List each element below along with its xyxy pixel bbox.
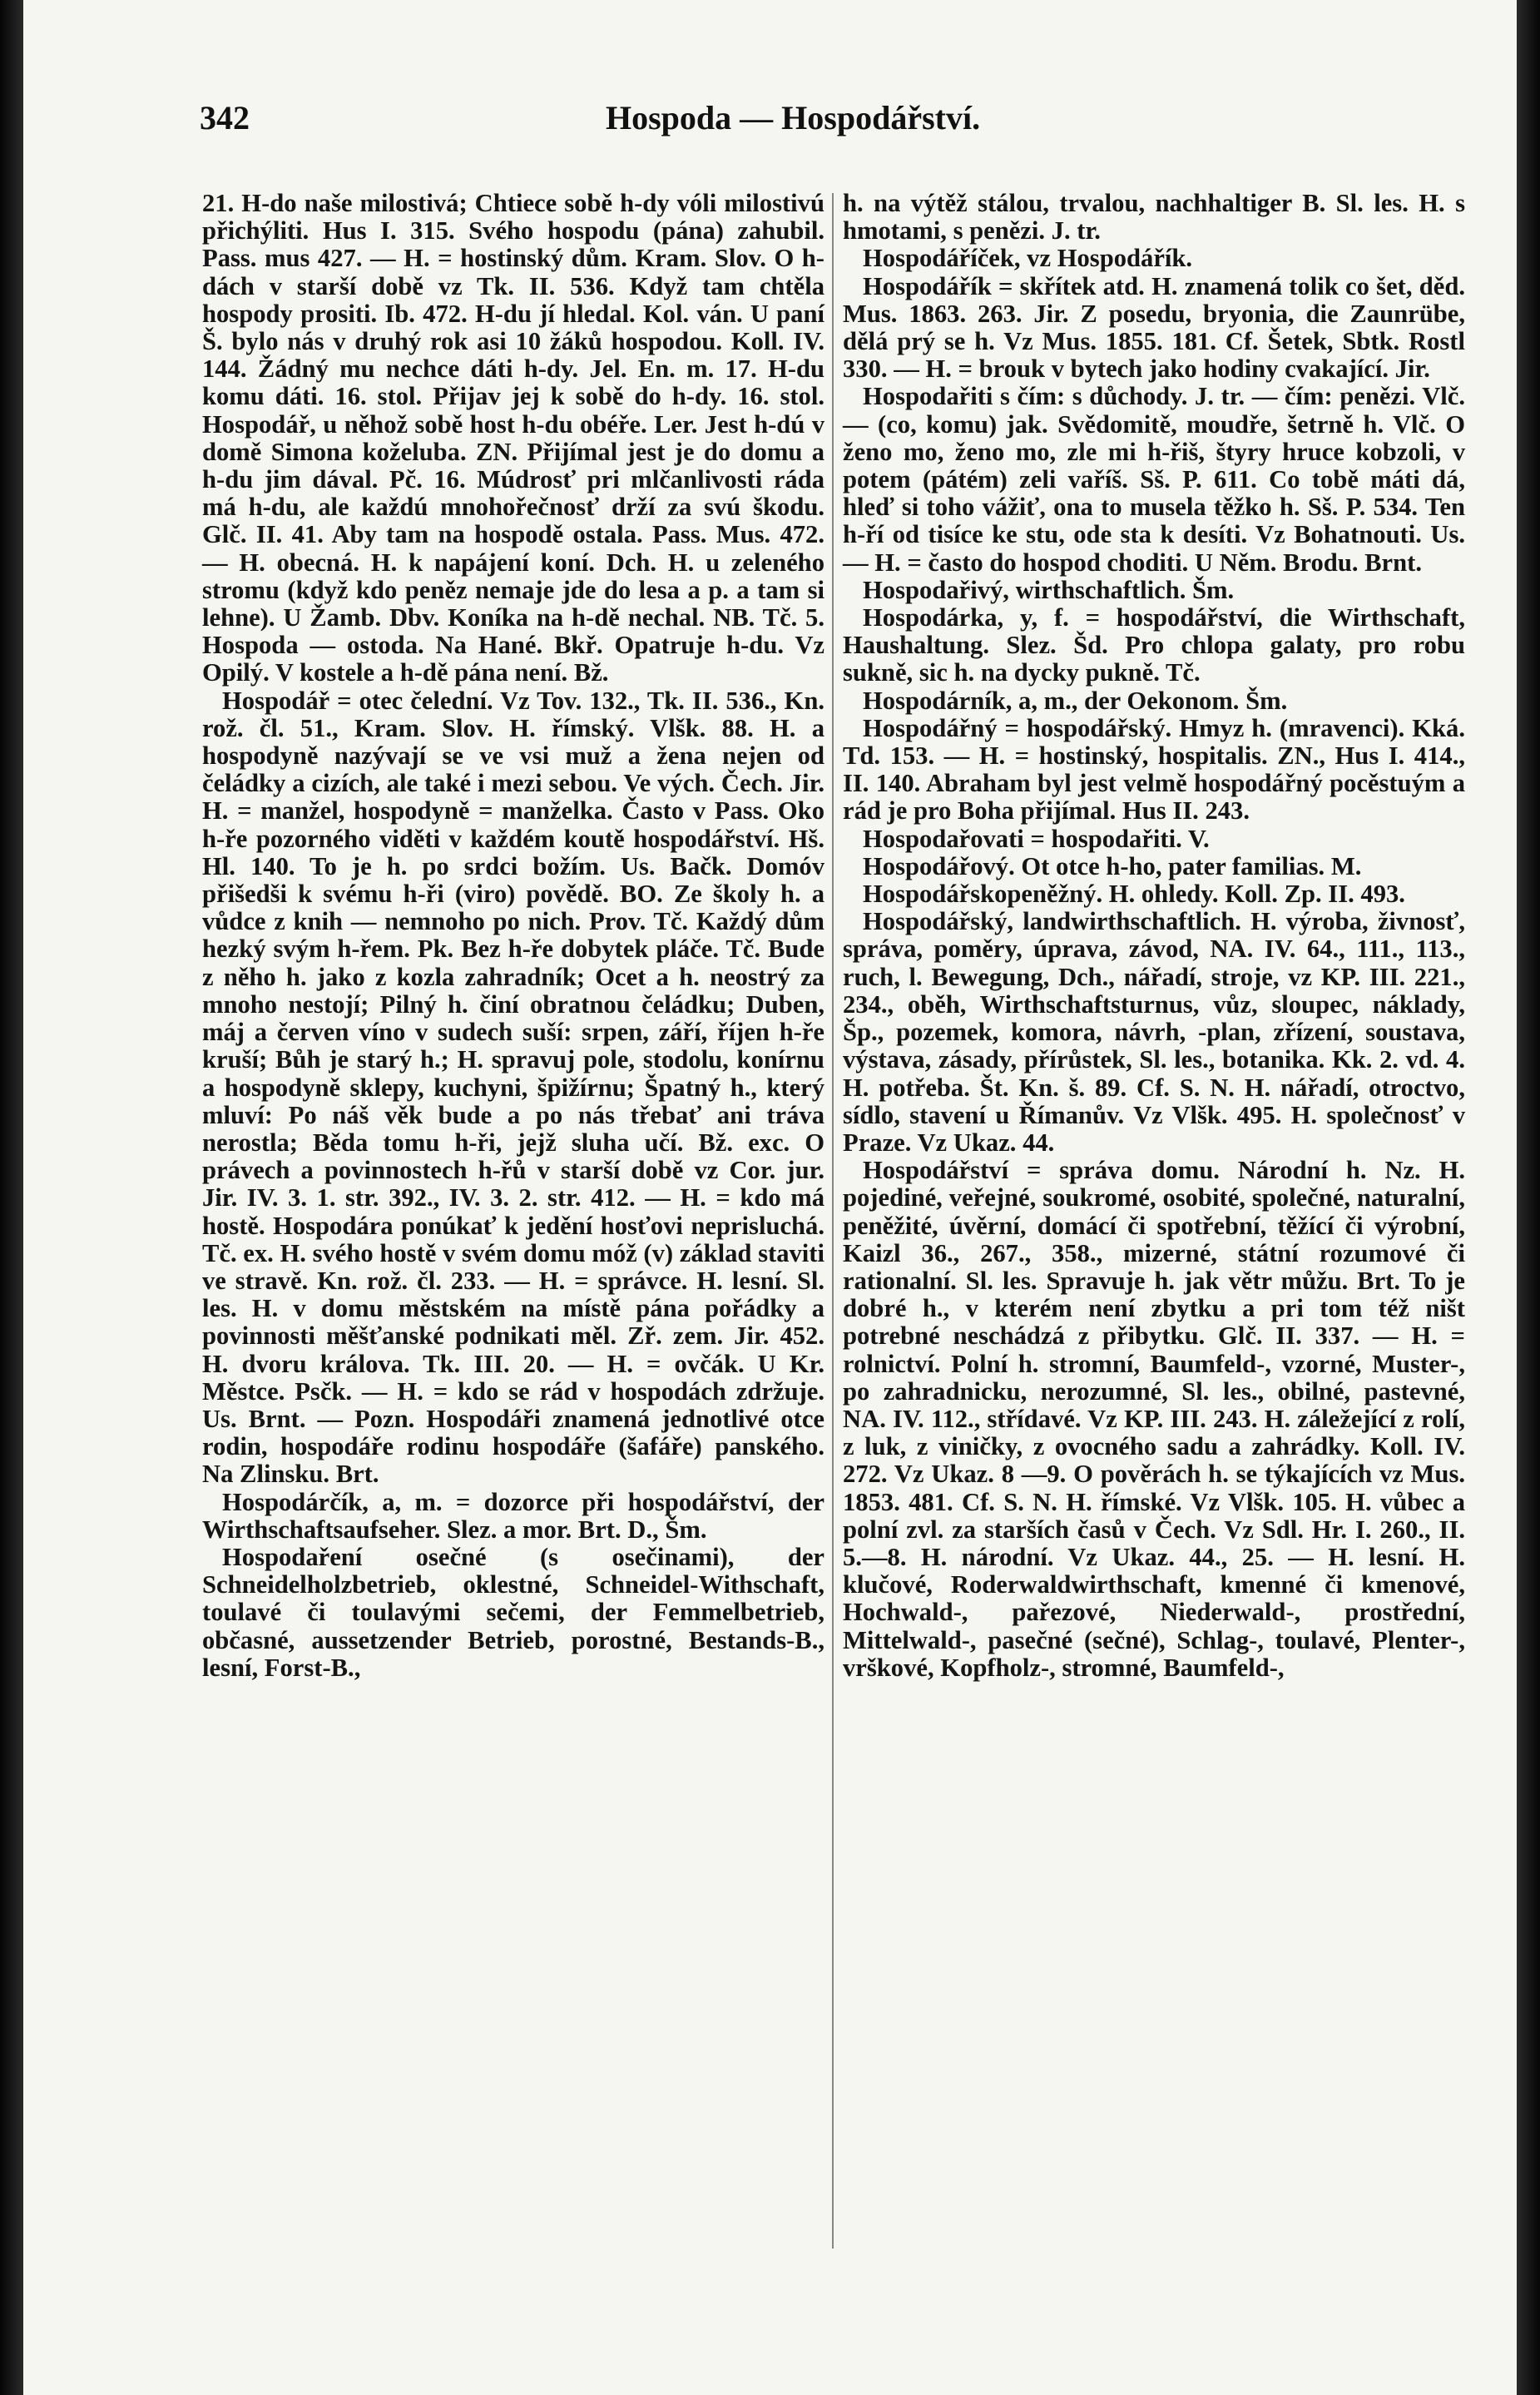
entry-hospodaricek: Hospodáříček, vz Hospodářík. xyxy=(863,244,1193,273)
entry-hospodarcik: Hospodárčík, a, m. = dozorce při hospodářství, der Wirthschaftsaufseher. Slez. a mor. Brt. D., Šm. xyxy=(202,1487,824,1544)
dictionary-page xyxy=(23,0,1517,2395)
entry-hospodarnik: Hospodárník, a, m., der Oekonom. Šm. xyxy=(863,686,1288,715)
column-divider xyxy=(832,193,834,2249)
entry-hospodarskopenezny: Hospodářskopeněžný. H. ohledy. Koll. Zp. II. 493. xyxy=(863,880,1405,909)
entry-hospoda-continued: 21. H-do naše milostivá; Chtiece sobě h-dy vóli milostivú přichýliti. Hus I. 315. Svého hospodu (pána) zahubil. Pass. mus 427. — H. = hostinský dům. Kram. Slov. O h-dách v starší době vz Tk. II. 536. Když tam chtěla hospody prositi. Ib. 472. H-du jí hledal. Kol. ván. U paní Š. bylo nás v druhý rok asi 10 žáků hospodou. Koll. IV. 144. Žádný mu nechce dáti h-dy. Jel. En. m. 17. H-du komu dáti. 16. stol. Přijav jej k sobě do h-dy. 16. stol. Hospodář, u něhož sobě host h-du obéře. Ler. Jest h-dú v domě Simona koželuba. ZN. Přijímal jest je do domu a h-du jim dával. Pč. 16. Múdrosť pri mlčanlivosti ráda má h-du, ale každú mnohořečnosť drží za svú škodu. Glč. II. 41. Aby tam na hospodě ostala. Pass. Mus. 472. — H. obecná. H. k napájení koní. Dch. H. u zeleného stromu (když kdo peněz nemaje jde do lesa a p. a tam si lehne). U Žamb. Dbv. Koníka na h-dě nechal. NB. Tč. 5. Hospoda — ostoda. Na Hané. Bkř. Opatruje h-du. Vz Opilý. V kostele a h-dě pána není. Bž. xyxy=(202,189,824,687)
entry-hospodarstvi: Hospodářství = správa domu. Národní h. Nz. H. pojediné, veřejné, soukromé, osobité, společné, naturalní, peněžité, úvěrní, domácí či spotřební, těžící či výrobní, Kaizl 36., 267., 358., mizerné, státní rozumové či rationalní. Sl. les. Spravuje h. jak větr můžu. Brt. To je dobré h., v kterém není zbytku a pri tom též ništ potrebné neschádzá z přibytku. Glč. II. 337. — H. = rolnictví. Polní h. stromní, Baumfeld-, vzorné, Muster-, po zahradnicku, nerozumné, Sl. les., obilné, pastevné, NA. IV. 112., střídavé. Vz KP. III. 243. H. záležející z rolí, z luk, z viničky, z ovocného sadu a zahrádky. Koll. IV. 272. Vz Ukaz. 8 —9. O pověrách h. se týkajících vz Mus. 1853. 481. Cf. S. N. H. římské. Vz Vlšk. 105. H. vůbec a polní zvl. za starších časů v Čech. Vz Sdl. Hr. I. 260., II. 5.—8. H. národní. Vz Ukaz. 44., 25. — H. lesní. H. klučové, Roderwaldwirthschaft, kmenné či kmenové, Hochwald-, pařezové, Niederwald-, prostřední, Mittelwald-, pasečné (sečné), Schlag-, toulavé, Plenter-, vrškové, Kopfholz-, stromné, Baumfeld-, xyxy=(843,1156,1465,1682)
page-number: 342 xyxy=(200,99,250,136)
scan-border-right xyxy=(1517,0,1540,2395)
running-head: Hospoda — Hospodářství. xyxy=(606,99,981,136)
entry-hospodarka: Hospodárka, y, f. = hospodářství, die Wirthschaft, Haushaltung. Slez. Šd. Pro chlopa galaty, pro robu sukně, sic h. na dycky pukně. Tč. xyxy=(843,603,1465,687)
entry-hospodarivy: Hospodařivý, wirthschaftlich. Šm. xyxy=(863,575,1235,604)
entry-hospodar: Hospodář = otec čelední. Vz Tov. 132., Tk. II. 536., Kn. rož. čl. 51., Kram. Slov. H. římský. Vlšk. 88. H. a hospodyně nazývají se ve vsi muž a žena nejen od čeládky a cizích, ale také i mezi sebou. Ve vých. Čech. Jir. H. = manžel, hospodyně = manželka. Často v Pass. Oko h-ře pozorného viděti v každém koutě hospodářství. Hš. Hl. 140. To je h. po srdci božím. Us. Bačk. Domóv přišedši k svému h-ři (viro) povědě. BO. Ze školy h. a vůdce z knih — nemnoho po nich. Prov. Tč. Každý dům hezký svým h-řem. Pk. Bez h-ře dobytek pláče. Tč. Bude z něho h. jako z kozla zahradník; Ocet a h. neostrý za mnoho nestojí; Pilný h. činí obratnou čeládku; Duben, máj a červen víno v sudech suší: srpen, září, říjen h-ře kruší; Bůh je starý h.; H. spravuj pole, stodolu, konírnu a hospodyně sklepy, kuchyni, špižírnu; Špatný h., který mluví: Po náš věk bude a po nás třebať ani tráva nerostla; Běda tomu h-ři, jejž sluha učí. Bž. exc. O právech a povinnostech h-řů v starší době vz Cor. jur. Jir. IV. 3. 1. str. 392., IV. 3. 2. str. 412. — H. = kdo má hostě. Hospodára ponúkať k jedění hosťovi neprisluchá. Tč. ex. H. svého hostě v svém domu móž (v) základ staviti ve stravě. Kn. rož. čl. 233. — H. = správce. H. lesní. Sl. les. H. v domu městském na místě pána pořádky a povinnosti měšťanské podnikati měl. Zř. zem. Jir. 452. H. dvoru králova. Tk. III. 20. — H. = ovčák. U Kr. Městce. Psčk. — H. = kdo se rád v hospodách zdržuje. Us. Brnt. — Pozn. Hospodáři znamená jednotlivé otce rodin, hospodáře rodinu hospodáře (šafáře) panského. Na Zlinsku. Brt. xyxy=(202,686,824,1489)
page-header xyxy=(23,98,1517,148)
entry-hospodareni: Hospodaření osečné (s osečinami), der Schneidelholzbetrieb, oklestné, Schneidel-Withschaft, toulavé či toulavými sečemi, der Femmelbetrieb, občasné, aussetzender Betrieb, porostné, Bestands-B., lesní, Forst-B., xyxy=(202,1542,824,1682)
scan-border-left xyxy=(0,0,23,2395)
right-column xyxy=(843,190,1465,1682)
entry-hospodarny: Hospodářný = hospodářský. Hmyz h. (mravenci). Kká. Td. 153. — H. = hostinský, hospitalis. ZN., Hus I. 414., II. 140. Abraham byl jest velmě hospodářný pocěstuým a rád je pro Boha přijímal. Hus II. 243. xyxy=(843,713,1465,826)
entry-hospodarik: Hospodářík = skřítek atd. H. znamená tolik co šet, děd. Mus. 1863. 263. Jir. Z posedu, bryonia, die Zaunrübe, dělá prý se h. Vz Mus. 1855. 181. Cf. Šetek, Sbtk. Rostl 330. — H. = brouk v bytech jako hodiny cvakající. Jir. xyxy=(843,271,1465,384)
entry-hospodarovati: Hospodařovati = hospodařiti. V. xyxy=(863,824,1210,853)
entry-hospodarsky: Hospodářský, landwirthschaftlich. H. výroba, živnosť, správa, poměry, úprava, závod, NA. IV. 64., 111., 113., ruch, l. Bewegung, Dch., nářadí, stroje, vz KP. III. 221., 234., oběh, Wirthschaftsturnus, vůz, sloupec, náklady, Šp., pozemek, komora, návrh, -plan, zřízení, soustava, výstava, zásady, přírůstek, Sl. les., botanika. Kk. 2. vd. 4. H. potřeba. Št. Kn. š. 89. Cf. S. N. H. nářadí, otroctvo, sídlo, stavení u Římanův. Vz Vlšk. 495. H. společnosť v Praze. Vz Ukaz. 44. xyxy=(843,907,1465,1157)
entry-hospodareni-continued: h. na výtěž stálou, trvalou, nachhaltiger B. Sl. les. H. s hmotami, s penězi. J. tr. xyxy=(843,189,1465,245)
left-column xyxy=(202,190,824,1682)
entry-hospodariti: Hospodařiti s čím: s důchody. J. tr. — čím: penězi. Vlč. — (co, komu) jak. Svědomitě, moudře, šetrně h. Vlč. O ženo mo, ženo mo, zle mi h-řiš, štyry hruce kobzoli, v potem (pátém) zeli vaříš. Sš. P. 611. Co tobě máti dá, hleď si toho vážiť, ona to musela těžko h. Sš. P. 534. Ten h-ří od tisíce ke stu, ode sta k desíti. Vz Bohatnouti. Us. — H. = často do hospod choditi. U Něm. Brodu. Brnt. xyxy=(843,382,1465,577)
entry-hospodarovy: Hospodářový. Ot otce h-ho, pater familias. M. xyxy=(863,851,1362,880)
